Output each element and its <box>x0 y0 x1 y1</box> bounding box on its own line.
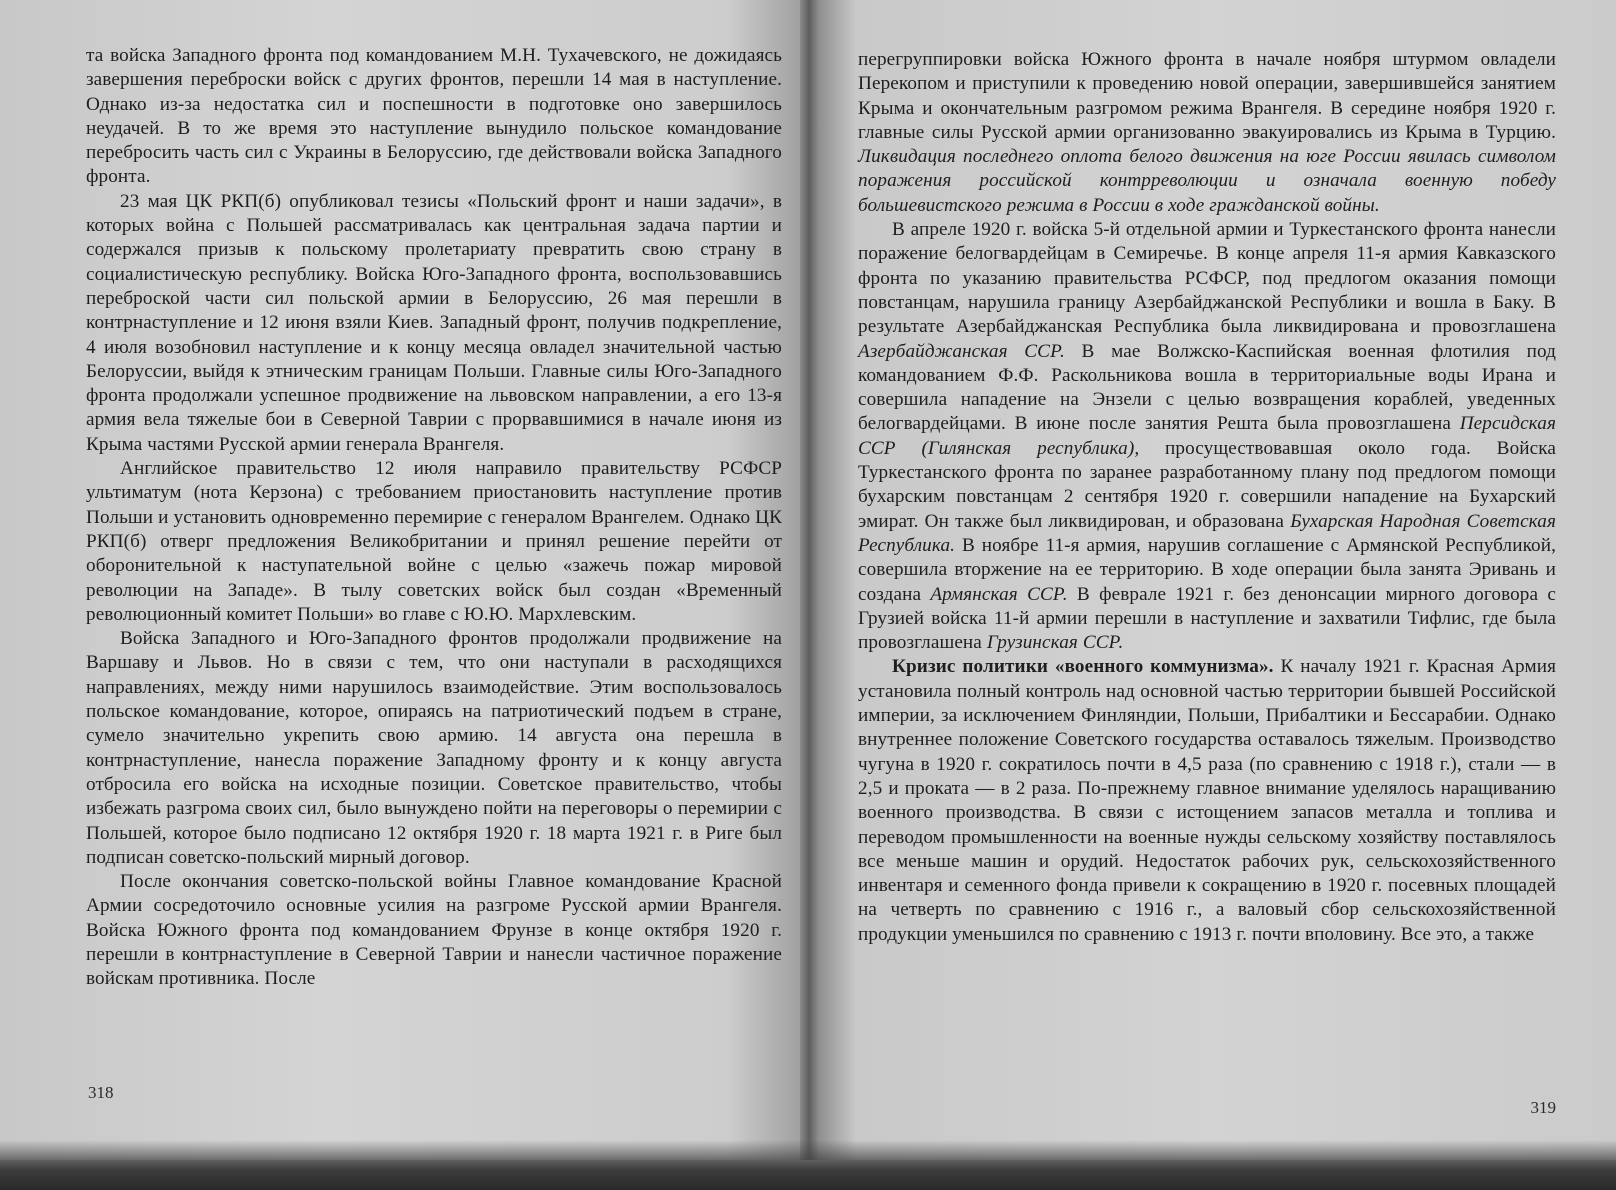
text-run: Английское правительство 12 июля направило правительству РСФСР ультиматум (нота Керзона) с требованием приостановить наступление против Польши и установить одновременно перемирие с генералом Врангелем. Однако ЦК РКП(б) отверг предложения Великобритании и принял решение перейти от оборонительной к наступательной войне с целью «зажечь пожар мировой революции на Западе». В тылу советских войск был создан «Временный революционный комитет Польши» во главе с Ю.Ю. Мархлевским. <box>86 458 782 625</box>
italic-text-run: Азербайджанская ССР. <box>858 340 1065 362</box>
scan-bottom-shadow <box>0 1140 1616 1190</box>
text-run: та войска Западного фронта под командованием М.Н. Тухачевского, не дожидаясь завершения переброски войск с других фронтов, перешли 14 мая в наступление. Однако из-за недостатка сил и поспешности в подготовке оно завершилось неудачей. В то же время это наступление вынудило польское командование перебросить часть сил с Украины в Белоруссию, где действовали войска Западного фронта. <box>86 45 782 188</box>
italic-text-run: Бухарская Народная Советская Республика. <box>858 510 1556 556</box>
text-run: Войска Западного и Юго-Западного фронтов продолжали продвижение на Варшаву и Львов. Но в связи с тем, что они наступали в расходящихся направлениях, между ними нарушилось взаимодействие. Этим воспользовалось польское командование, которое, опираясь на патриотический подъем в стране, сумело значительно укрепить свою армию. 14 августа она перешла в контрнаступление, нанесла поражение Западному фронту и к концу августа отбросила его войска на исходные позиции. Советское правительство, чтобы избежать разгрома своих сил, было вынуждено пойти на переговоры о перемирии с Польшей, которое было подписано 12 октября 1920 г. 18 марта 1921 г. в Риге был подписан советско-польский мирный договор. <box>86 628 782 868</box>
bold-text-run: Кризис политики «военного коммунизма». <box>892 656 1274 678</box>
text-run: 23 мая ЦК РКП(б) опубликовал тезисы «Польский фронт и наши задачи», в которых война с Польшей рассматривалась как центральная задача партии и содержался призыв к польскому пролетариату превратить свою страну в социалистическую республику. Войска Юго-Западного фронта, воспользовавшись переброской части сил польской армии в Белоруссию, 26 мая перешли в контрнаступление и 12 июня взяли Киев. Западный фронт, получив подкрепление, 4 июля возобновил наступление и к концу месяца овладел значительной частью Белоруссии, выйдя к этническим границам Польши. Главные силы Юго-Западного фронта продолжали успешное продвижение на львовском направлении, а его 13-я армия вела тяжелые бои в Северной Таврии с прорвавшимися в начале июня из Крыма частями Русской армии генерала Врангеля. <box>86 190 782 455</box>
left-page-number: 318 <box>88 1083 114 1102</box>
italic-text-run: Ликвидация последнего оплота белого движения на юге России явилась символом поражения российской контрреволюции и означала военную победу большевистского режима в России в ходе гражданской войны. <box>858 146 1556 216</box>
paragraph <box>86 627 782 870</box>
text-run: просуществовавшая около года. Войска Туркестанского фронта по заранее разработанному плану под предлогом помощи бухарским повстанцам 2 сентября 1920 г. совершили нападение на Бухарский эмират. Он также был ликвидирован, и образована <box>858 437 1556 532</box>
italic-text-run: Грузинская ССР. <box>986 632 1124 654</box>
left-page-text <box>86 44 782 992</box>
text-run: В ноябре 11-я армия, нарушив соглашение с Армянской Республикой, совершила вторжение на ее территорию. В ходе операции была занята Эривань и создана <box>858 534 1556 605</box>
text-run: После окончания советско-польской войны Главное командование Красной Армии сосредоточило основные усилия на разгроме Русской армии Врангеля. Войска Южного фронта под командованием Фрунзе в конце октября 1920 г. перешли в контрнаступление в Северной Таврии и нанесли частичное поражение войскам противника. После <box>86 871 782 990</box>
text-run: В феврале 1921 г. без денонсации мирного договора с Грузией войска 11-й армии перешли в наступление и захватили Тифлис, где была провозглашена <box>858 583 1556 654</box>
italic-text-run: Персидская ССР (Гилянская республика), <box>858 413 1556 459</box>
paragraph <box>858 655 1556 947</box>
paragraph <box>858 48 1556 218</box>
italic-text-run: Армянская ССР. <box>930 583 1068 605</box>
text-run: перегруппировки войска Южного фронта в начале ноября штурмом овладели Перекопом и приступили к проведению новой операции, завершившейся занятием Крыма и окончательным разгромом режима Врангеля. В середине ноября 1920 г. главные силы Русской армии организованно эвакуировались из Крыма в Турцию. <box>858 49 1556 143</box>
paragraph <box>86 44 782 190</box>
paragraph <box>86 190 782 457</box>
text-run: К началу 1921 г. Красная Армия установила полный контроль над основной частью территории бывшей Российской империи, за исключением Финляндии, Польши, Прибалтики и Бессарабии. Однако внутреннее положение Советского государства оставалось тяжелым. Производство чугуна в 1920 г. сократилось почти в 4,5 раза (по сравнению с 1918 г.), стали — в 2,5 и проката — в 2 раза. По-прежнему главное внимание уделялось наращиванию военного производства. В связи с истощением запасов металла и топлива и переводом промышленности на военные нужды сельскому хозяйству поставлялось все меньше машин и орудий. Недостаток рабочих рук, сельскохозяйственного инвентаря и семенного фонда привели к сокращению в 1920 г. посевных площадей на четверть по сравнению с 1916 г., а валовый сбор сельскохозяйственной продукции уменьшился по сравнению с 1913 г. почти вполовину. Все это, а также <box>858 656 1556 945</box>
right-page-text <box>858 48 1556 947</box>
right-page-number: 319 <box>1530 1098 1556 1117</box>
left-page <box>0 0 808 1160</box>
paragraph <box>86 870 782 991</box>
paragraph <box>86 457 782 627</box>
book-spine <box>800 0 818 1160</box>
text-run: В мае Волжско-Каспийская военная флотилия под командованием Ф.Ф. Раскольникова вошла в территориальные воды Ирана и совершила нападение на Энзели с целью возвращения кораблей, уведенных белогвардейцами. В июне после занятия Решта была провозглашена <box>858 340 1556 435</box>
text-run: В апреле 1920 г. войска 5-й отдельной армии и Туркестанского фронта нанесли поражение белогвардейцам в Семиречье. В конце апреля 11-я армия Кавказского фронта по указанию правительства РСФСР, под предлогом оказания помощи повстанцам, нарушила границу Азербайджанской Республики и вошла в Баку. В результате Азербайджанская Республика была ликвидирована и провозглашена <box>858 219 1556 338</box>
right-page <box>808 0 1616 1160</box>
paragraph <box>858 218 1556 655</box>
